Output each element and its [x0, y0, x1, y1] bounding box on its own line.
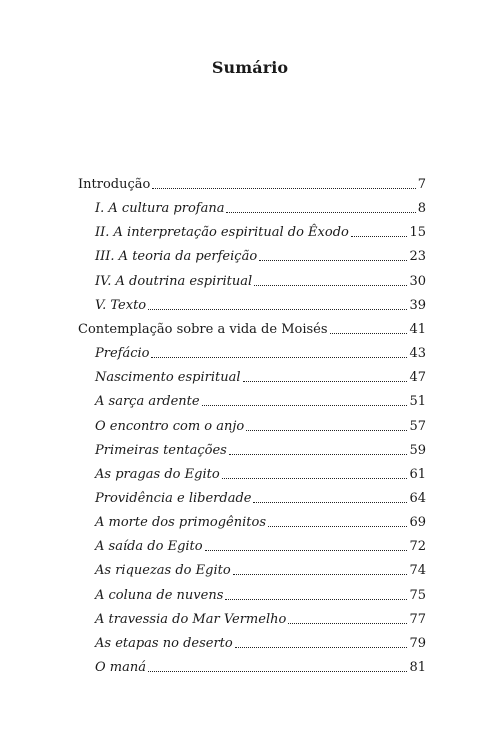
toc-subsection-entry: [95, 584, 426, 604]
dot-leader: [152, 188, 415, 189]
dot-leader: [202, 405, 408, 406]
dot-leader: [246, 430, 407, 431]
toc-subsection-entry: [95, 535, 426, 555]
toc-entry-label: O encontro com o anjo: [95, 418, 245, 434]
toc-page-number: 43: [409, 346, 426, 362]
toc-entry-label: A coluna de nuvens: [95, 587, 224, 603]
toc-subsection-entry: [95, 656, 426, 676]
dot-leader: [233, 574, 408, 575]
toc-subsection-entry: [95, 439, 426, 459]
dot-leader: [148, 309, 407, 310]
toc-page-number: 39: [409, 297, 426, 313]
toc-page-number: 41: [409, 321, 426, 337]
toc-section-entry: [78, 318, 426, 338]
toc-page-number: 59: [409, 442, 426, 458]
toc-entry-label: Introdução: [78, 177, 151, 192]
toc-subsection-entry: [95, 511, 426, 531]
toc-entry-label: Providência e liberdade: [95, 490, 252, 506]
toc-entry-label: I. A cultura profana: [95, 201, 225, 217]
toc-entry-label: Nascimento espiritual: [95, 370, 241, 386]
dot-leader: [330, 333, 408, 334]
dot-leader: [235, 647, 408, 648]
dot-leader: [148, 671, 407, 672]
toc-page-number: 47: [409, 370, 426, 386]
toc-subsection-entry: [95, 559, 426, 579]
toc-subsection-entry: [95, 366, 426, 386]
toc-page-number: 72: [409, 539, 426, 555]
toc-entry-label: V. Texto: [95, 297, 147, 313]
toc-subsection-entry: [95, 390, 426, 410]
toc-entry-label: II. A interpretação espiritual do Êxodo: [95, 225, 349, 241]
toc-subsection-entry: [95, 415, 426, 435]
toc-subsection-entry: [95, 197, 426, 217]
dot-leader: [226, 212, 415, 213]
toc-entry-label: Prefácio: [95, 346, 150, 362]
toc-subsection-entry: [95, 342, 426, 362]
toc-subsection-entry: [95, 294, 426, 314]
toc-page-number: 75: [409, 587, 426, 603]
toc-page-number: 15: [409, 225, 426, 241]
dot-leader: [259, 260, 407, 261]
toc-entry-label: A sarça ardente: [95, 394, 200, 410]
toc-entry-label: A saída do Egito: [95, 539, 203, 555]
toc-section-entry: [78, 173, 426, 193]
toc-entry-label: O maná: [95, 660, 146, 675]
dot-leader: [243, 381, 408, 382]
toc-entry-label: As riquezas do Egito: [95, 563, 231, 579]
toc-entry-label: As etapas no deserto: [95, 635, 233, 651]
toc-subsection-entry: [95, 463, 426, 483]
toc-page-number: 77: [409, 611, 426, 627]
dot-leader: [205, 550, 408, 551]
toc-page-number: 57: [409, 418, 426, 434]
dot-leader: [288, 623, 407, 624]
toc-subsection-entry: [95, 487, 426, 507]
toc-page-number: 69: [409, 515, 426, 531]
toc-page-number: 81: [409, 660, 426, 675]
toc-page-number: 8: [417, 201, 426, 217]
toc-subsection-entry: [95, 270, 426, 290]
toc-entry-label: Contemplação sobre a vida de Moisés: [78, 321, 328, 337]
toc-page-number: 79: [409, 635, 426, 651]
toc-subsection-entry: [95, 632, 426, 652]
toc-page-number: 23: [409, 249, 426, 265]
toc-entry-label: A morte dos primogênitos: [95, 515, 267, 531]
toc-page-number: 64: [409, 490, 426, 506]
toc-page-number: 74: [409, 563, 426, 579]
toc-subsection-entry: [95, 608, 426, 628]
dot-leader: [254, 285, 407, 286]
dot-leader: [222, 478, 408, 479]
toc-page-number: 51: [409, 394, 426, 410]
dot-leader: [268, 526, 407, 527]
dot-leader: [151, 357, 407, 358]
toc-entry-label: As pragas do Egito: [95, 466, 220, 482]
toc-page-number: 30: [409, 273, 426, 289]
dot-leader: [229, 454, 408, 455]
dot-leader: [253, 502, 407, 503]
toc-entry-label: A travessia do Mar Vermelho: [95, 611, 287, 627]
dot-leader: [351, 236, 408, 237]
toc-page-number: 7: [417, 177, 426, 192]
toc-page-number: 61: [409, 466, 426, 482]
toc-subsection-entry: [95, 245, 426, 265]
toc-entry-label: Primeiras tentações: [95, 442, 227, 458]
page-title: Sumário: [211, 58, 289, 77]
toc-subsection-entry: [95, 221, 426, 241]
toc-entry-label: IV. A doutrina espiritual: [95, 273, 253, 289]
toc-entry-label: III. A teoria da perfeição: [95, 249, 258, 265]
dot-leader: [225, 599, 407, 600]
